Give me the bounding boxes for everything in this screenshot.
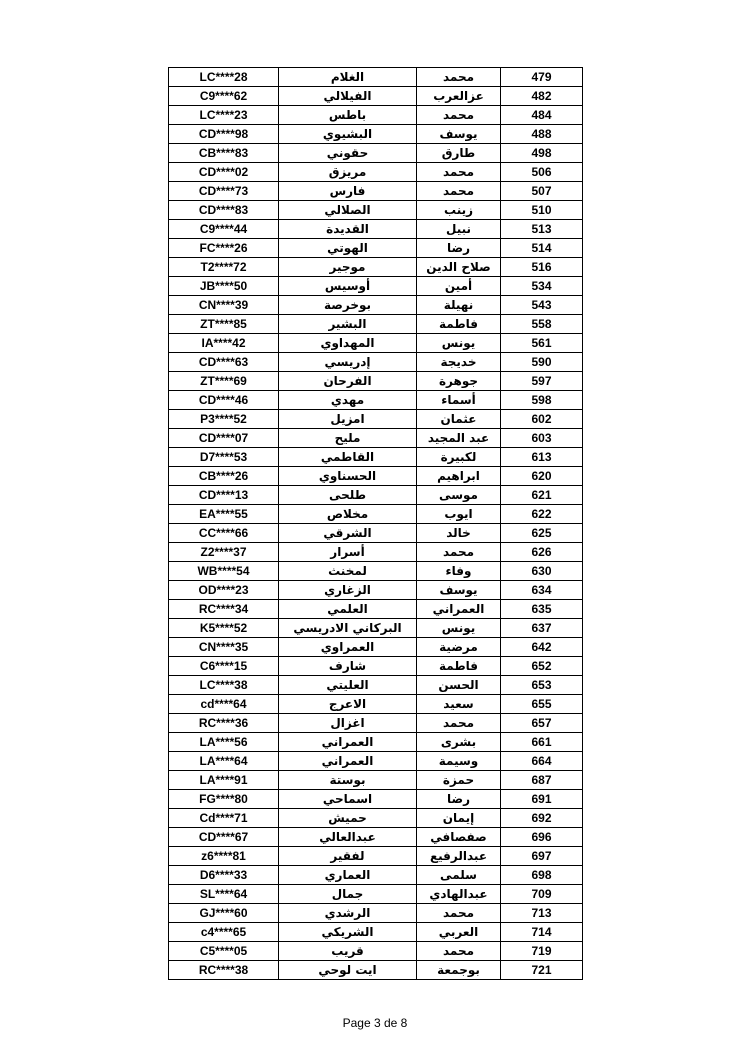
number-cell: 691 (501, 790, 583, 809)
id-cell: LA****56 (169, 733, 279, 752)
last-name-cell: مهدي (279, 391, 417, 410)
number-cell: 714 (501, 923, 583, 942)
table-row (169, 942, 583, 961)
first-name-cell: بشرى (417, 733, 501, 752)
records-body (169, 68, 583, 980)
table-row (169, 562, 583, 581)
table-row (169, 486, 583, 505)
id-cell: C9****62 (169, 87, 279, 106)
number-cell: 692 (501, 809, 583, 828)
last-name-cell: بوخرصة (279, 296, 417, 315)
id-cell: GJ****60 (169, 904, 279, 923)
table-row (169, 695, 583, 714)
id-cell: z6****81 (169, 847, 279, 866)
last-name-cell: باطس (279, 106, 417, 125)
table-row (169, 771, 583, 790)
table-row (169, 239, 583, 258)
last-name-cell: العماري (279, 866, 417, 885)
number-cell: 634 (501, 581, 583, 600)
last-name-cell: بوستة (279, 771, 417, 790)
number-cell: 598 (501, 391, 583, 410)
number-cell: 516 (501, 258, 583, 277)
id-cell: ZT****69 (169, 372, 279, 391)
number-cell: 479 (501, 68, 583, 87)
first-name-cell: طارق (417, 144, 501, 163)
table-row (169, 505, 583, 524)
first-name-cell: محمد (417, 942, 501, 961)
id-cell: cd****64 (169, 695, 279, 714)
last-name-cell: اغزال (279, 714, 417, 733)
table-row (169, 638, 583, 657)
id-cell: LC****23 (169, 106, 279, 125)
number-cell: 719 (501, 942, 583, 961)
id-cell: ZT****85 (169, 315, 279, 334)
last-name-cell: إدريسي (279, 353, 417, 372)
table-row (169, 429, 583, 448)
table-row (169, 809, 583, 828)
last-name-cell: شارف (279, 657, 417, 676)
id-cell: LA****91 (169, 771, 279, 790)
id-cell: T2****72 (169, 258, 279, 277)
last-name-cell: مليح (279, 429, 417, 448)
id-cell: IA****42 (169, 334, 279, 353)
number-cell: 613 (501, 448, 583, 467)
id-cell: RC****38 (169, 961, 279, 980)
first-name-cell: خالد (417, 524, 501, 543)
number-cell: 630 (501, 562, 583, 581)
number-cell: 721 (501, 961, 583, 980)
number-cell: 543 (501, 296, 583, 315)
number-cell: 498 (501, 144, 583, 163)
id-cell: CD****02 (169, 163, 279, 182)
last-name-cell: اسماحي (279, 790, 417, 809)
id-cell: RC****34 (169, 600, 279, 619)
first-name-cell: ايوب (417, 505, 501, 524)
records-table (168, 67, 583, 980)
last-name-cell: موجير (279, 258, 417, 277)
table-row (169, 600, 583, 619)
first-name-cell: نبيل (417, 220, 501, 239)
last-name-cell: عبدالعالي (279, 828, 417, 847)
id-cell: CD****13 (169, 486, 279, 505)
number-cell: 484 (501, 106, 583, 125)
first-name-cell: يونس (417, 334, 501, 353)
table-row (169, 182, 583, 201)
first-name-cell: يوسف (417, 581, 501, 600)
number-cell: 664 (501, 752, 583, 771)
table-row (169, 277, 583, 296)
first-name-cell: أسماء (417, 391, 501, 410)
id-cell: WB****54 (169, 562, 279, 581)
number-cell: 603 (501, 429, 583, 448)
id-cell: CD****46 (169, 391, 279, 410)
id-cell: CN****35 (169, 638, 279, 657)
table-row (169, 524, 583, 543)
id-cell: OD****23 (169, 581, 279, 600)
table-row (169, 885, 583, 904)
number-cell: 713 (501, 904, 583, 923)
id-cell: CD****83 (169, 201, 279, 220)
last-name-cell: فارس (279, 182, 417, 201)
first-name-cell: رضا (417, 239, 501, 258)
last-name-cell: امزيل (279, 410, 417, 429)
last-name-cell: العلمي (279, 600, 417, 619)
id-cell: CB****83 (169, 144, 279, 163)
id-cell: CN****39 (169, 296, 279, 315)
first-name-cell: العمراني (417, 600, 501, 619)
number-cell: 687 (501, 771, 583, 790)
last-name-cell: الاعرج (279, 695, 417, 714)
first-name-cell: يوسف (417, 125, 501, 144)
number-cell: 597 (501, 372, 583, 391)
table-row (169, 923, 583, 942)
id-cell: SL****64 (169, 885, 279, 904)
table-row (169, 125, 583, 144)
first-name-cell: إيمان (417, 809, 501, 828)
first-name-cell: محمد (417, 68, 501, 87)
table-row (169, 448, 583, 467)
number-cell: 696 (501, 828, 583, 847)
first-name-cell: عبدالهادي (417, 885, 501, 904)
table-row (169, 334, 583, 353)
number-cell: 635 (501, 600, 583, 619)
id-cell: C5****05 (169, 942, 279, 961)
table-row (169, 714, 583, 733)
last-name-cell: قريب (279, 942, 417, 961)
last-name-cell: الفيلالي (279, 87, 417, 106)
first-name-cell: بوجمعة (417, 961, 501, 980)
last-name-cell: مخلاص (279, 505, 417, 524)
table-row (169, 847, 583, 866)
table-row (169, 790, 583, 809)
number-cell: 625 (501, 524, 583, 543)
table-row (169, 201, 583, 220)
last-name-cell: الرشدي (279, 904, 417, 923)
table-row (169, 676, 583, 695)
id-cell: Cd****71 (169, 809, 279, 828)
first-name-cell: وفاء (417, 562, 501, 581)
table-row (169, 866, 583, 885)
last-name-cell: الحسناوي (279, 467, 417, 486)
first-name-cell: محمد (417, 904, 501, 923)
first-name-cell: عبدالرفيع (417, 847, 501, 866)
last-name-cell: الهوتي (279, 239, 417, 258)
first-name-cell: محمد (417, 182, 501, 201)
last-name-cell: جمال (279, 885, 417, 904)
last-name-cell: البركاني الادريسي (279, 619, 417, 638)
id-cell: C6****15 (169, 657, 279, 676)
first-name-cell: وسيمة (417, 752, 501, 771)
table-row (169, 106, 583, 125)
number-cell: 620 (501, 467, 583, 486)
last-name-cell: مريزق (279, 163, 417, 182)
table-row (169, 220, 583, 239)
table-row (169, 391, 583, 410)
last-name-cell: الزغاري (279, 581, 417, 600)
id-cell: FC****26 (169, 239, 279, 258)
first-name-cell: جوهرة (417, 372, 501, 391)
table-row (169, 163, 583, 182)
last-name-cell: العمراوي (279, 638, 417, 657)
table-row (169, 258, 583, 277)
first-name-cell: نهيلة (417, 296, 501, 315)
number-cell: 514 (501, 239, 583, 258)
last-name-cell: الشرقي (279, 524, 417, 543)
number-cell: 482 (501, 87, 583, 106)
number-cell: 642 (501, 638, 583, 657)
first-name-cell: محمد (417, 543, 501, 562)
first-name-cell: محمد (417, 714, 501, 733)
id-cell: CD****67 (169, 828, 279, 847)
first-name-cell: رضا (417, 790, 501, 809)
table-row (169, 543, 583, 562)
table-row (169, 961, 583, 980)
number-cell: 534 (501, 277, 583, 296)
first-name-cell: سعيد (417, 695, 501, 714)
table-row (169, 296, 583, 315)
table-row (169, 904, 583, 923)
first-name-cell: عبد المجيد (417, 429, 501, 448)
table-row (169, 353, 583, 372)
id-cell: LA****64 (169, 752, 279, 771)
first-name-cell: يونس (417, 619, 501, 638)
number-cell: 626 (501, 543, 583, 562)
first-name-cell: صفصافي (417, 828, 501, 847)
table-row (169, 657, 583, 676)
number-cell: 709 (501, 885, 583, 904)
last-name-cell: الفرحان (279, 372, 417, 391)
table-row (169, 752, 583, 771)
number-cell: 602 (501, 410, 583, 429)
id-cell: D6****33 (169, 866, 279, 885)
number-cell: 558 (501, 315, 583, 334)
id-cell: LC****28 (169, 68, 279, 87)
last-name-cell: القاطمي (279, 448, 417, 467)
first-name-cell: العربي (417, 923, 501, 942)
last-name-cell: المهداوي (279, 334, 417, 353)
last-name-cell: الشريكي (279, 923, 417, 942)
number-cell: 637 (501, 619, 583, 638)
page-footer: Page 3 de 8 (342, 1016, 408, 1030)
first-name-cell: موسى (417, 486, 501, 505)
id-cell: RC****36 (169, 714, 279, 733)
number-cell: 561 (501, 334, 583, 353)
id-cell: C9****44 (169, 220, 279, 239)
table-row (169, 68, 583, 87)
first-name-cell: محمد (417, 106, 501, 125)
first-name-cell: أمين (417, 277, 501, 296)
last-name-cell: ايت لوحي (279, 961, 417, 980)
first-name-cell: عثمان (417, 410, 501, 429)
table-row (169, 315, 583, 334)
id-cell: FG****80 (169, 790, 279, 809)
id-cell: CD****98 (169, 125, 279, 144)
first-name-cell: خديجة (417, 353, 501, 372)
last-name-cell: العمراني (279, 752, 417, 771)
first-name-cell: حمزة (417, 771, 501, 790)
first-name-cell: فاطمة (417, 657, 501, 676)
last-name-cell: حميش (279, 809, 417, 828)
id-cell: Z2****37 (169, 543, 279, 562)
number-cell: 506 (501, 163, 583, 182)
number-cell: 622 (501, 505, 583, 524)
number-cell: 661 (501, 733, 583, 752)
last-name-cell: البشير (279, 315, 417, 334)
id-cell: CD****07 (169, 429, 279, 448)
last-name-cell: الصلالي (279, 201, 417, 220)
last-name-cell: أسرار (279, 543, 417, 562)
first-name-cell: الحسن (417, 676, 501, 695)
number-cell: 513 (501, 220, 583, 239)
last-name-cell: لمخنث (279, 562, 417, 581)
number-cell: 655 (501, 695, 583, 714)
table-row (169, 372, 583, 391)
table-row (169, 467, 583, 486)
first-name-cell: لكبيرة (417, 448, 501, 467)
first-name-cell: ابراهيم (417, 467, 501, 486)
number-cell: 697 (501, 847, 583, 866)
number-cell: 698 (501, 866, 583, 885)
last-name-cell: العليتي (279, 676, 417, 695)
first-name-cell: عزالعرب (417, 87, 501, 106)
table-row (169, 581, 583, 600)
number-cell: 653 (501, 676, 583, 695)
id-cell: CC****66 (169, 524, 279, 543)
number-cell: 510 (501, 201, 583, 220)
number-cell: 590 (501, 353, 583, 372)
id-cell: CD****73 (169, 182, 279, 201)
table-row (169, 144, 583, 163)
id-cell: JB****50 (169, 277, 279, 296)
last-name-cell: أوسيس (279, 277, 417, 296)
first-name-cell: زينب (417, 201, 501, 220)
last-name-cell: لفقير (279, 847, 417, 866)
first-name-cell: محمد (417, 163, 501, 182)
table-row (169, 828, 583, 847)
number-cell: 488 (501, 125, 583, 144)
first-name-cell: مرضية (417, 638, 501, 657)
last-name-cell: البشيوي (279, 125, 417, 144)
last-name-cell: حقوني (279, 144, 417, 163)
id-cell: CB****26 (169, 467, 279, 486)
id-cell: LC****38 (169, 676, 279, 695)
last-name-cell: العمراني (279, 733, 417, 752)
id-cell: EA****55 (169, 505, 279, 524)
table-row (169, 619, 583, 638)
id-cell: P3****52 (169, 410, 279, 429)
first-name-cell: صلاح الدين (417, 258, 501, 277)
id-cell: c4****65 (169, 923, 279, 942)
table-row (169, 733, 583, 752)
first-name-cell: سلمى (417, 866, 501, 885)
last-name-cell: القديدة (279, 220, 417, 239)
id-cell: K5****52 (169, 619, 279, 638)
first-name-cell: فاطمة (417, 315, 501, 334)
last-name-cell: طلحى (279, 486, 417, 505)
id-cell: CD****63 (169, 353, 279, 372)
number-cell: 507 (501, 182, 583, 201)
table-row (169, 410, 583, 429)
number-cell: 657 (501, 714, 583, 733)
table-row (169, 87, 583, 106)
number-cell: 621 (501, 486, 583, 505)
last-name-cell: الغلام (279, 68, 417, 87)
number-cell: 652 (501, 657, 583, 676)
id-cell: D7****53 (169, 448, 279, 467)
